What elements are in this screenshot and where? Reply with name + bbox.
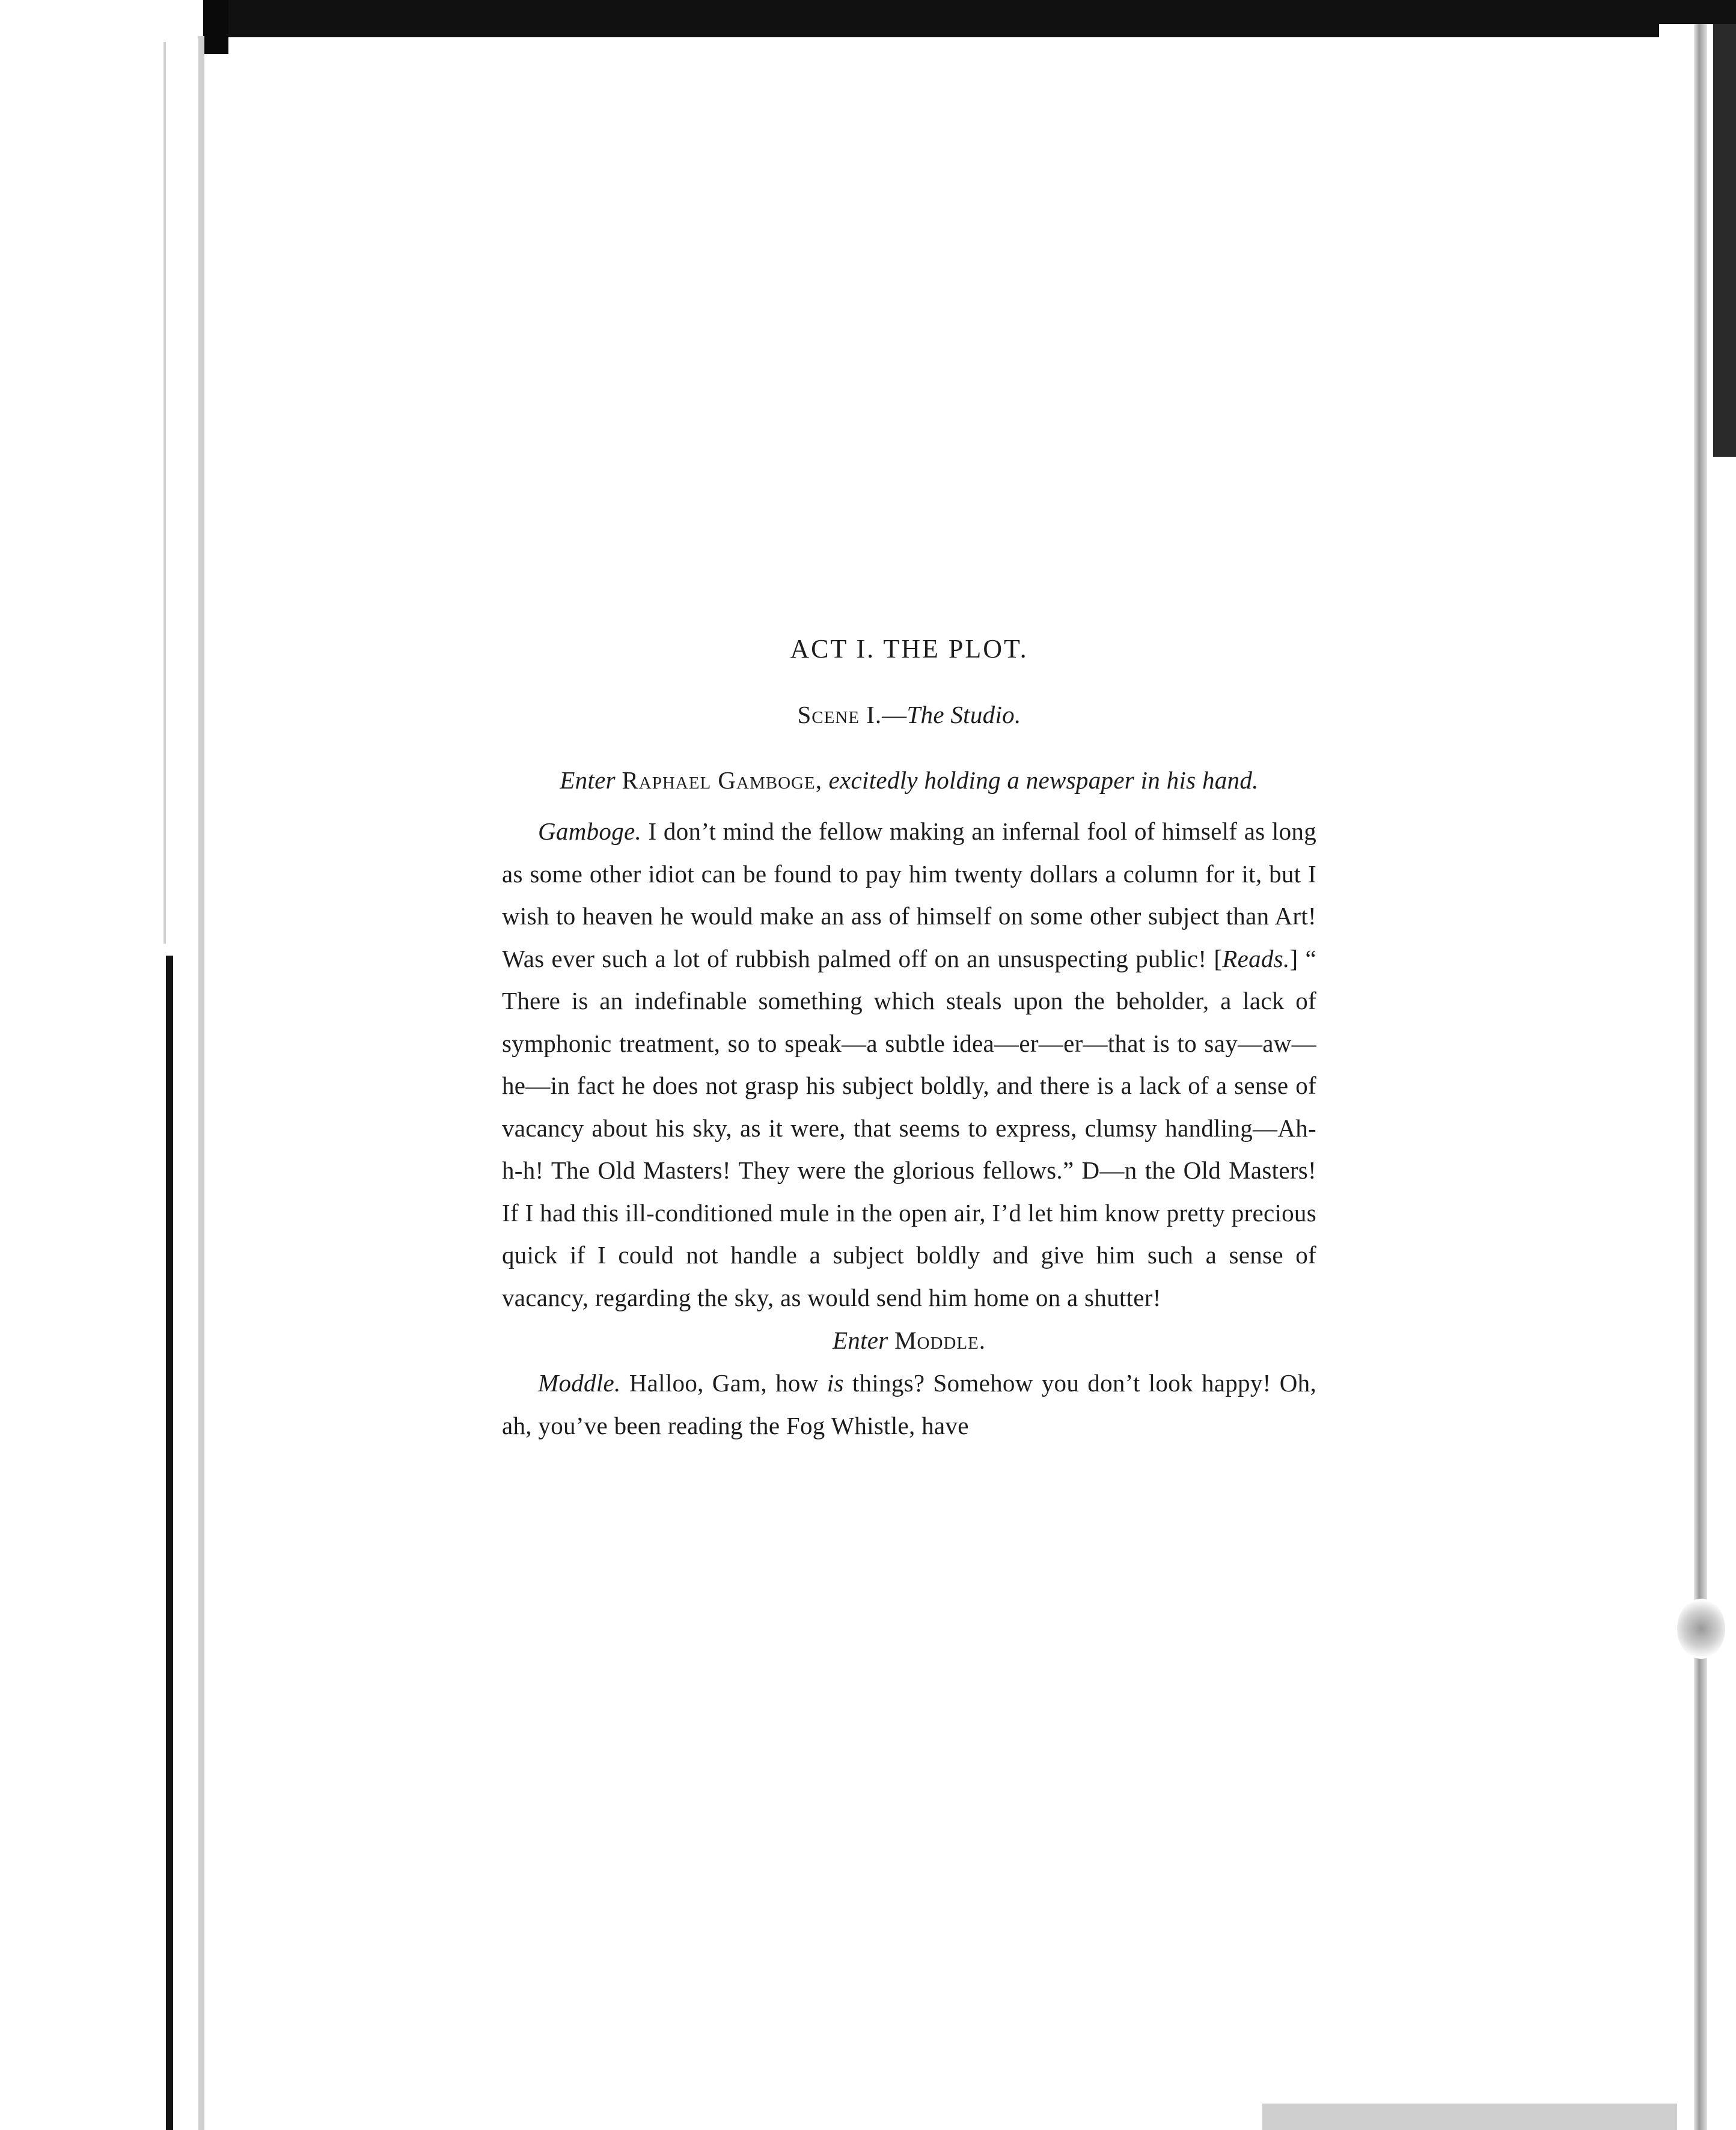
page-text-block <box>502 625 1316 1447</box>
scene-location: The Studio. <box>906 701 1021 728</box>
scene-dash: — <box>882 701 907 728</box>
enter-word: Enter <box>832 1326 888 1354</box>
scene-label: Scene I. <box>797 701 882 728</box>
opening-stage-direction <box>502 758 1316 802</box>
page-left-edge <box>198 36 204 2130</box>
scan-spine-line <box>166 956 173 2130</box>
act-title: ACT I. THE PLOT. <box>790 634 1028 664</box>
speech-text: Halloo, Gam, how <box>620 1369 827 1397</box>
moddle-speech <box>502 1362 1316 1447</box>
speaker-name: Moddle. <box>538 1369 621 1397</box>
scan-right-shadow <box>1713 24 1736 457</box>
character-name: Raphael Gamboge, <box>622 766 822 794</box>
speaker-name: Gamboge. <box>538 817 642 845</box>
page-bottom-edge <box>1262 2104 1677 2130</box>
reads-direction: Reads. <box>1222 944 1290 972</box>
scan-spine-faint <box>164 42 166 944</box>
character-name: Moddle. <box>894 1326 986 1354</box>
speech-text: I don’t mind the fellow making an infernal fool of himself as long as some other idiot can be found to pay him twenty dollars a column for it, but I wish to heaven he would make an ass of himself on some other subject than Art! Was ever such a lot of rubbish palmed off on an unsuspecting public! [ <box>502 817 1316 972</box>
gamboge-speech <box>502 810 1316 1319</box>
scene-heading <box>502 694 1316 736</box>
scan-right-edge <box>1694 24 1707 2130</box>
scan-top-border <box>0 0 1736 37</box>
speech-text-continued: things? Somehow you don’t look happy! Oh, ah, you’ve been reading the Fog Whistle, have <box>502 1369 1316 1439</box>
emphasis-word: is <box>827 1369 844 1397</box>
enter-word: Enter <box>560 766 616 794</box>
scan-blemish <box>1677 1599 1725 1659</box>
stage-action: excitedly holding a newspaper in his hand. <box>828 766 1259 794</box>
speech-text-continued: ] “ There is an indefinable something which steals upon the beholder, a lack of symphonic treatment, so to speak—a subtle idea—er—er—that is to say—aw—he—in fact he does not grasp his subject boldly, and there is a lack of a sense of vacancy about his sky, as it were, that seems to express, clumsy handling—Ah-h-h! The Old Masters! They were the glorious fellows.” D—n the Old Masters! If I had this ill-conditioned mule in the open air, I’d let him know pretty precious quick if I could not handle a subject boldly and give him such a sense of vacancy, regarding the sky, as would send him home on a shutter! <box>502 944 1316 1311</box>
second-stage-direction <box>502 1319 1316 1362</box>
